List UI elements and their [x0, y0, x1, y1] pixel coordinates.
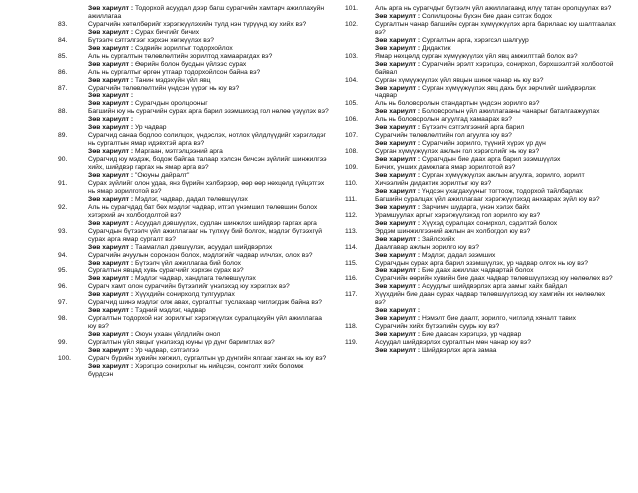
question-item [58, 267, 330, 283]
answer-text: Сурагчийн зорилго, түүний хүрэх үр дүн [421, 140, 546, 148]
question-item [345, 323, 617, 339]
question-number: 113. [345, 227, 358, 235]
answer-label: Зөв хариулт : [375, 60, 421, 68]
answer [58, 92, 330, 100]
answer-label: Зөв хариулт : [88, 60, 134, 68]
answer-label: Зөв хариулт : [375, 315, 421, 323]
question [58, 267, 330, 275]
question-item [58, 5, 330, 21]
answer-label: Зөв хариулт : [88, 92, 134, 100]
question-text: Багшийн суралцах үйл ажиллагааг хэрэгжүүлэхэд анхаарах зүйл юу вэ? [375, 195, 600, 203]
answer-text: Өөрийн болон бусдын үйлээс сурах [134, 60, 247, 68]
answer-label: Зөв хариулт : [375, 12, 421, 20]
answer-text: Сурган хүмүүжүүлэх явц дахь бүх зөрчлийг шийдвэрлэх чадвар [375, 84, 596, 100]
answer-text: Сурагчийн эрэлт хэрэгцээ, сонирхол, бэрхшээлтэй холбоотой байвал [375, 60, 614, 76]
question-number: 91. [58, 179, 68, 187]
question-text: Сурагчийн хөтөлбөрийг хэрэгжүүлэхийн тулд нэн түрүүнд юу хийх вэ? [88, 20, 307, 28]
question-text: Ямар нөхцөлд сурган хүмүүжүүлэх үйл явц амжилттай болох вэ? [375, 52, 578, 60]
question-number: 88. [58, 108, 68, 116]
answer-label: Зөв хариулт : [375, 187, 421, 195]
answer-text: Сургалтын арга, хэрэгсэл шалгуур [421, 36, 529, 44]
answer-label: Зөв хариулт : [375, 307, 421, 315]
question-item [345, 315, 617, 323]
question-item [345, 291, 617, 315]
question-number: 108. [345, 148, 359, 156]
answer [58, 331, 330, 339]
question-text: Урамшуулах аргыг хэрэгжүүлэхэд гол зорилго юу вэ? [375, 211, 541, 219]
answer-label: Зөв хариулт : [375, 108, 421, 116]
answer-text: Бүтээлч сэтгэлгээний арга барил [421, 124, 525, 132]
question-number: 111. [345, 195, 358, 203]
question-number: 94. [58, 251, 68, 259]
answer [345, 37, 617, 45]
answer-label: Зөв хариулт : [375, 219, 421, 227]
answer-text: Зарчимч шударга, үнэн хэлэх байх [421, 203, 530, 211]
question-text: Сурагчийн өөрийн хувийн бие даах чадвар төлөвшүүлэхэд юу нөлөөлөх вэ? [375, 275, 613, 283]
answer [345, 140, 617, 148]
question-item [345, 5, 617, 21]
answer-text: Сурган хүмүүжүүлэх ажлын агуулга, зорилго, зорилт [421, 172, 585, 180]
answer-label: Зөв хариулт : [88, 148, 134, 156]
answer [58, 196, 330, 204]
answer-text: Үндсэн ухагдахууныг тогтоож, тодорхой тайлбарлах [421, 187, 583, 195]
answer-label: Зөв хариулт : [375, 36, 421, 44]
question-number: 95. [58, 267, 68, 275]
answer-label: Зөв хариулт : [88, 275, 134, 283]
question-item [345, 116, 617, 132]
question [345, 77, 617, 85]
question-number: 84. [58, 36, 68, 44]
answer-text: Солилцооны бүхэн бие даан сэтгэх бодох [421, 12, 553, 20]
question-text: Сурагчдын сурах арга барил эзэмшүүлэх, ур чадвар олгох нь юу вэ? [375, 259, 588, 267]
question-item [345, 275, 617, 291]
answer-label: Зөв хариулт : [88, 307, 134, 315]
question [58, 355, 330, 363]
answer-label: Зөв хариулт : [88, 28, 134, 36]
question-text: Сурагч хамт олон сурагчийн бүтээлийг үнэлэхэд юу хэрэглэх вэ? [88, 283, 290, 291]
question-text: Даалгавар ажлын зорилго юу вэ? [375, 243, 479, 251]
answer [345, 204, 617, 212]
question-number: 89. [58, 132, 68, 140]
question-text: Сурган хүмүүжүүлэх ажлын гол хэрэгслийг нь юу вэ? [375, 148, 540, 156]
answer-label: Зөв хариулт : [375, 44, 421, 52]
answer-text: Таамаглал дэвшүүлэх, асуудал шийдвэрлэх [134, 243, 273, 251]
answer-text: Нэмэлт бие даалт, зорилго, чиглэлд хяналт тавих [421, 315, 577, 323]
answer [58, 307, 330, 315]
question [58, 156, 330, 172]
answer [345, 61, 617, 77]
question [345, 196, 617, 204]
answer [58, 244, 330, 252]
question [345, 5, 617, 13]
question [345, 21, 617, 37]
answer-label: Зөв хариулт : [88, 346, 134, 354]
question-text: Бүтээлч сэтгэлгээг хэрхэн хөгжүүлэх вэ? [88, 36, 214, 44]
question-text: Хүүхдийн бие даан сурах чадвар төлөвшүүлэхэд юу хамгийн их нөлөөлөх вэ? [375, 291, 606, 307]
answer-label: Зөв хариулт : [375, 203, 421, 211]
answer-text: Бие даах ажиллах чадвартай болох [421, 267, 534, 275]
answer [58, 5, 330, 21]
answer [58, 29, 330, 37]
question-text: Сурагчдын бүтээлч үйл ажиллагааг нь түлхүү бий болгох, мэдлэг бүтээхгүй сурах арга ямар сургалт вэ? [88, 227, 322, 243]
answer [345, 307, 617, 315]
question-number: 102. [345, 20, 359, 28]
answer [58, 172, 330, 180]
answer-label: Зөв хариулт : [375, 235, 421, 243]
question-text: Аль нь боловсролын агуулгад хамаарах вэ? [375, 116, 512, 124]
question-number: 92. [58, 203, 68, 211]
question [345, 132, 617, 140]
answer-label: Зөв хариулт : [375, 283, 421, 291]
answer-text: Мэдлэг чадвар, хандлага төлөвшүүлэх [134, 275, 256, 283]
question-number: 90. [58, 156, 68, 164]
answer-text: Боловсролын үйл ажиллагааны чанарыг баталгаажуулах [421, 108, 600, 116]
question-text: Аль арга нь сурагчдыг бүтээлч үйл ажиллагаанд илүү татан оролцуулах вэ? [375, 5, 612, 12]
answer [345, 172, 617, 180]
answer [345, 315, 617, 323]
answer-label: Зөв хариулт : [88, 362, 134, 370]
question [345, 164, 617, 172]
question-text: Сургалтын чанар багшийн сурган хүмүүжүүлэх арга барилаас юу шалтгаалах вэ? [375, 20, 616, 36]
question-text: Сурагчийн ачуулын соронзон болох, мэдлэгийг чадвар илчлэх, олох вэ? [88, 251, 313, 259]
question-number: 86. [58, 68, 68, 76]
answer-label: Зөв хариулт : [88, 331, 134, 339]
answer-text: Сурагчдын оролцооныг [134, 100, 208, 108]
question-item [345, 21, 617, 45]
question [345, 53, 617, 61]
question-item [58, 37, 330, 53]
answer-label: Зөв хариулт : [88, 219, 134, 227]
question-item [345, 45, 617, 53]
question [345, 228, 617, 236]
answer-text: Зайлсхийх [421, 235, 455, 243]
answer-text: Хүүхэд суралцах сонирхол, сэдэлтэй болох [421, 219, 558, 227]
question-text: Аль нь сургалтыг өргөн утгаар тодорхойлсон байна вэ? [88, 68, 261, 76]
answer-text: Тодорхой асуудал дээр багш сурагчийн хамтарч ажиллахуйн ажиллагаа [88, 5, 325, 20]
answer-text: Дидактик [421, 44, 451, 52]
question-text: Сурган хүмүүжүүлэх үйл явцын шинж чанар нь юу вэ? [375, 76, 544, 84]
question [58, 252, 330, 260]
answer [58, 61, 330, 69]
question [58, 53, 330, 61]
question-text: Сурах зүйлийг олон удаа, янз бүрийн хэлбэрээр, өөр өөр нөхцөлд гүйцэтгэх нь ямар зорилготой вэ? [88, 179, 325, 195]
question-item [345, 228, 617, 244]
question-item [58, 69, 330, 85]
question-number: 118. [345, 323, 358, 331]
question-item [345, 196, 617, 212]
question-item [345, 212, 617, 228]
question [345, 339, 617, 347]
answer-text: Ур чадвар [134, 124, 167, 132]
answer [345, 188, 617, 196]
answer-label: Зөв хариулт : [88, 5, 134, 12]
question-item [58, 252, 330, 268]
answer-text: Танин мэдэхүйн үйл явц [134, 76, 211, 84]
question-text: Аль нь сургалтын төлөвлөлтийн зорилтод хамаарагдах вэ? [88, 52, 273, 60]
question-item [58, 180, 330, 204]
answer-text: Сэдвийн зорилгыг тодорхойлох [134, 44, 233, 52]
question-number: 107. [345, 132, 359, 140]
answer [345, 13, 617, 21]
question-item [345, 53, 617, 77]
question [58, 108, 330, 116]
question-number: 100. [58, 354, 72, 362]
answer-label: Зөв хариулт : [88, 124, 134, 132]
answer-text: Тэдний мэдлэг, чадвар [134, 307, 206, 315]
answer-label: Зөв хариулт : [375, 172, 421, 180]
answer-label: Зөв хариулт : [375, 140, 421, 148]
question-number: 85. [58, 52, 68, 60]
answer-text: Маргаан, мэтгэлцээний арга [134, 148, 223, 156]
question-item [345, 260, 617, 276]
question [58, 21, 330, 29]
question [345, 148, 617, 156]
right-column [345, 5, 617, 489]
question-number: 109. [345, 164, 359, 172]
question-item [58, 108, 330, 124]
question-text: Сурагчид санаа бодлоо солилцох, үндэслэх, нотлох үйлдлүүдийг хэрэглэдэг нь сургалтын ямар идэвхтэй арга вэ? [88, 132, 326, 148]
question-number: 103. [345, 52, 359, 60]
question-text: Эрдэм шинжилгээний ажлын ач холбогдол юу вэ? [375, 227, 531, 235]
question-number: 83. [58, 20, 68, 28]
question-item [345, 77, 617, 101]
question-item [58, 204, 330, 228]
question-number: 97. [58, 299, 68, 307]
answer [345, 347, 617, 355]
question-text: Асуудал шийдвэрлэх сургалтын мөн чанар юу вэ? [375, 339, 531, 347]
question-number: 116. [345, 275, 358, 283]
question-item [58, 53, 330, 69]
question [345, 323, 617, 331]
answer-text: "Оюуны дайралт" [134, 172, 190, 180]
answer-text: Асуудлыг шийдвэрлэх арга замыг хайх байдал [421, 283, 568, 291]
question-item [58, 85, 330, 101]
answer-label: Зөв хариулт : [88, 44, 134, 52]
answer [345, 236, 617, 244]
question-number: 112. [345, 211, 358, 219]
answer [58, 220, 330, 228]
answer-text: Мэдлэг, дадал эзэмших [421, 251, 496, 259]
answer [58, 347, 330, 355]
answer [345, 252, 617, 260]
question-number: 96. [58, 283, 68, 291]
question-item [58, 299, 330, 315]
answer-text: Хүүхдийн сонирхолд тулгуурлах [134, 291, 235, 299]
question-item [345, 132, 617, 148]
answer [58, 77, 330, 85]
question [58, 85, 330, 93]
question-text: Аль нь боловсролын стандартын үндсэн зорилго вэ? [375, 100, 540, 108]
question [58, 339, 330, 347]
question-text: Сурагчид юу мэдэж, бодож байгаа талаар хэлсэн бичсэн зүйлийг шинжилгээ хийх, шийдвэр гаргах нь ямар арга вэ? [88, 156, 327, 172]
answer-label: Зөв хариулт : [88, 116, 134, 124]
answer-label: Зөв хариулт : [88, 76, 134, 84]
answer-label: Зөв хариулт : [88, 195, 134, 203]
question-number: 99. [58, 339, 68, 347]
answer-label: Зөв хариулт : [375, 124, 421, 132]
question-number: 115. [345, 259, 358, 267]
answer-text: Оюун ухаан үйлдлийн онол [134, 331, 221, 339]
answer-text: Сурах бичгийг бичих [134, 28, 200, 36]
answer-text: Асуудал дэвшүүлэх, судлан шинжлэх шийдвэр гаргах арга [134, 219, 317, 227]
question-text: Аль нь сурагчдад бат бөх мэдлэг чадвар, итгэл үнэмшил төлөвшин болох хэтэрхий ач холбогдолтой вэ? [88, 203, 318, 219]
answer-text: Шийдвэрлэх арга замаа [421, 346, 497, 354]
question-number: 119. [345, 339, 358, 347]
answer-label: Зөв хариулт : [375, 84, 421, 92]
question [58, 69, 330, 77]
question-item [345, 100, 617, 116]
question-number: 101. [345, 5, 359, 12]
question-item [58, 21, 330, 37]
question-text: Сургалтын үйл явцыг үнэлэхэд юуны үр дүнг баримтлах вэ? [88, 339, 275, 347]
answer [345, 85, 617, 101]
question-item [345, 180, 617, 196]
question-item [345, 244, 617, 260]
question-number: 87. [58, 84, 68, 92]
question-item [58, 339, 330, 355]
question-text: Сурагчийн төлөвлөлтийн үндсэн үүрэг нь юу вэ? [88, 84, 240, 92]
question [58, 180, 330, 196]
question [58, 37, 330, 45]
question-text: Сургалтын явцад хувь сурагчийг хэрхэн сурах вэ? [88, 267, 244, 275]
answer-text: Мэдлэг, чадвар, дадал төлөвшүүлэх [134, 195, 248, 203]
question-item [345, 339, 617, 355]
question-item [58, 228, 330, 252]
question-item [345, 148, 617, 164]
answer-label: Зөв хариулт : [375, 156, 421, 164]
answer-text: Бие даасан хэрэгцээ, ур чадвар [421, 331, 522, 339]
question [345, 212, 617, 220]
question-item [58, 132, 330, 156]
answer-label: Зөв хариулт : [375, 251, 421, 259]
question-item [345, 164, 617, 180]
answer-text: Ур чадвар, сэтгэлгээ [134, 346, 199, 354]
answer [58, 45, 330, 53]
question-text: Сурагч бүрийн хувийн хөгжил, сургалтын үр дүнгийн ялгааг хангах нь юу вэ? [88, 354, 327, 362]
question-text: Сургалтын тодорхой нэг зорилгыг хэрэгжүүлэх суралцахуйн үйл ажиллагаа юу вэ? [88, 315, 322, 331]
question [345, 180, 617, 188]
question-item [58, 283, 330, 299]
answer-text: Сурагчдын бие даах арга барил эзэмшүүлэх [421, 156, 561, 164]
question-text: Бичих, унших дамжлага ямар зорилготой вэ? [375, 164, 516, 172]
question [345, 291, 617, 307]
question-number: 93. [58, 227, 68, 235]
answer [345, 156, 617, 164]
answer [345, 331, 617, 339]
question [345, 244, 617, 252]
answer [58, 116, 330, 124]
answer-text: Бүтээлч үйл ажиллагаа бий болох [134, 259, 241, 267]
answer-label: Зөв хариулт : [88, 172, 134, 180]
question [58, 315, 330, 331]
answer-label: Зөв хариулт : [88, 259, 134, 267]
answer [345, 220, 617, 228]
question-item [58, 355, 330, 379]
question [58, 132, 330, 148]
question-text: Багшийн юу нь сурагчийн сурах арга барил эзэмшихэд гол нөлөө үзүүлэх вэ? [88, 108, 329, 116]
question-number: 110. [345, 179, 358, 187]
question [58, 228, 330, 244]
answer [58, 148, 330, 156]
left-column [58, 5, 330, 489]
question-text: Сурагчийн төлөвлөлтийн гол агуулга юу вэ? [375, 132, 512, 140]
question-number: 104. [345, 76, 359, 84]
answer-label: Зөв хариулт : [375, 331, 421, 339]
question-item [58, 156, 330, 180]
answer-label: Зөв хариулт : [88, 100, 134, 108]
question-number: 98. [58, 315, 68, 323]
question-text: Сурагчид шинэ мэдлэг олж авах, сургалтыг туслахаар чиглэгдэж байна вэ? [88, 299, 323, 307]
answer-text: Хэрэгцээ сонирхлыг нь нийцсэн, сонголт хийх боломж бүрдсэн [88, 362, 304, 378]
answer-label: Зөв хариулт : [375, 267, 421, 275]
question-number: 117. [345, 291, 358, 299]
answer-label: Зөв хариулт : [375, 346, 421, 354]
answer [58, 363, 330, 379]
answer-label: Зөв хариулт : [88, 243, 134, 251]
question [58, 204, 330, 220]
answer [345, 45, 617, 53]
question-text: Сурагчийн хийх бүтээлийн суурь юу вэ? [375, 323, 500, 331]
question-text: Хичээлийн дидактик зорилтыг юу вэ? [375, 179, 492, 187]
question-number: 105. [345, 100, 359, 108]
question-number: 114. [345, 243, 358, 251]
answer-label: Зөв хариулт : [88, 291, 134, 299]
question-item [58, 315, 330, 339]
question-number: 106. [345, 116, 359, 124]
